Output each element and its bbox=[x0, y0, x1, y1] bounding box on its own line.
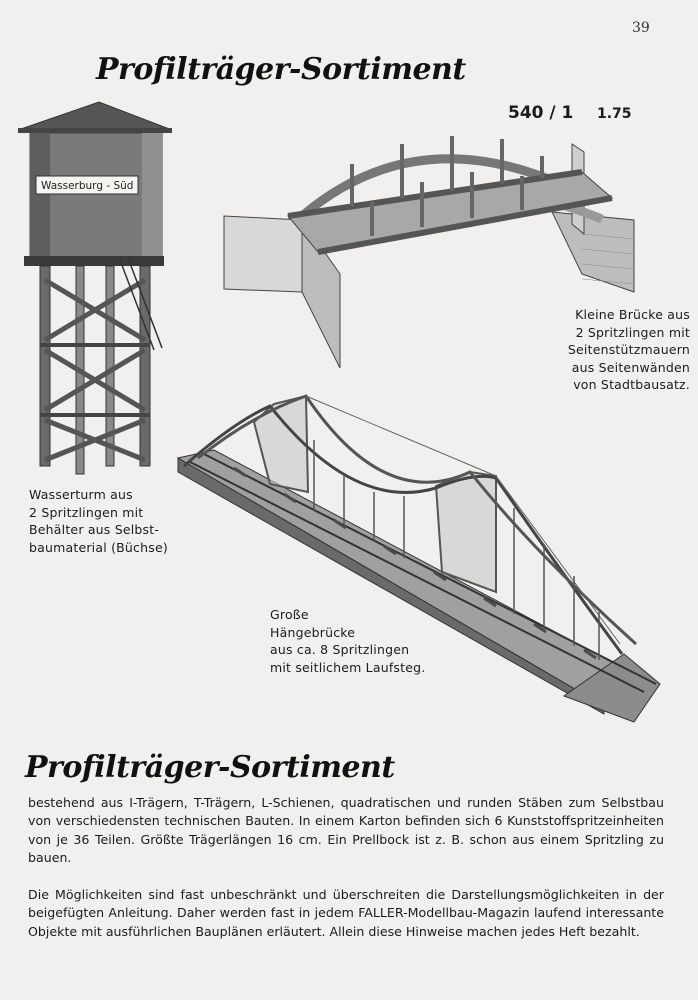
tower-sign-text: Wasserburg - Süd bbox=[41, 180, 134, 192]
caption-line: 2 Spritzlingen mit bbox=[575, 324, 690, 340]
caption-line: Große bbox=[270, 607, 309, 622]
caption-line: aus ca. 8 Spritzlingen bbox=[270, 642, 410, 657]
caption-line: 2 Spritzlingen mit bbox=[29, 504, 144, 520]
product-code: 540 / 1 bbox=[508, 103, 574, 123]
caption-line: Behälter aus Selbst- bbox=[29, 522, 160, 537]
product-price: 1.75 bbox=[597, 106, 632, 122]
water-tower-caption bbox=[29, 486, 199, 556]
water-tower-illustration bbox=[14, 100, 184, 480]
caption-line: baumaterial (Büchse) bbox=[29, 539, 168, 555]
suspension-bridge-illustration bbox=[174, 392, 664, 732]
caption-line: Seitenstützmauern bbox=[567, 342, 690, 357]
small-bridge-caption bbox=[530, 306, 690, 394]
body-paragraph-1: bestehend aus I-Trägern, T-Trägern, L-Schienen, quadratischen und runden Stäben zum Selbstbau von verschiedensten technischen Bauten. In einem Karton befinden sich 6 Kunststoffspritzeinheiten von je 36 Teilen. Größte Trägerlängen 16 cm. Ein Prellbock ist z. B. schon aus einem Spritzling zu bauen. bbox=[28, 795, 664, 866]
caption-line: Kleine Brücke aus bbox=[575, 307, 690, 322]
caption-line: Wasserturm aus bbox=[29, 487, 133, 502]
caption-line: Hängebrücke bbox=[270, 624, 356, 640]
suspension-bridge-caption bbox=[270, 606, 460, 676]
body-paragraph-2: Die Möglichkeiten sind fast unbeschränkt und überschreiten die Darstellungsmöglichkeiten in der beigefügten Anleitung. Daher werden fast in jedem FALLER-Modellbau-Magazin laufend interessante Objekte mit ausführlichen Bauplänen erläutert. Allein diese Hinweise machen jedes Heft bezahlt. bbox=[28, 887, 664, 939]
caption-line: aus Seitenwänden bbox=[571, 359, 690, 375]
section-title: Profilträger-Sortiment bbox=[25, 750, 395, 785]
caption-line: mit seitlichem Laufsteg. bbox=[270, 659, 426, 675]
page-title: Profilträger-Sortiment bbox=[96, 52, 466, 87]
caption-line: von Stadtbausatz. bbox=[573, 377, 690, 392]
page-number: 39 bbox=[632, 20, 650, 36]
